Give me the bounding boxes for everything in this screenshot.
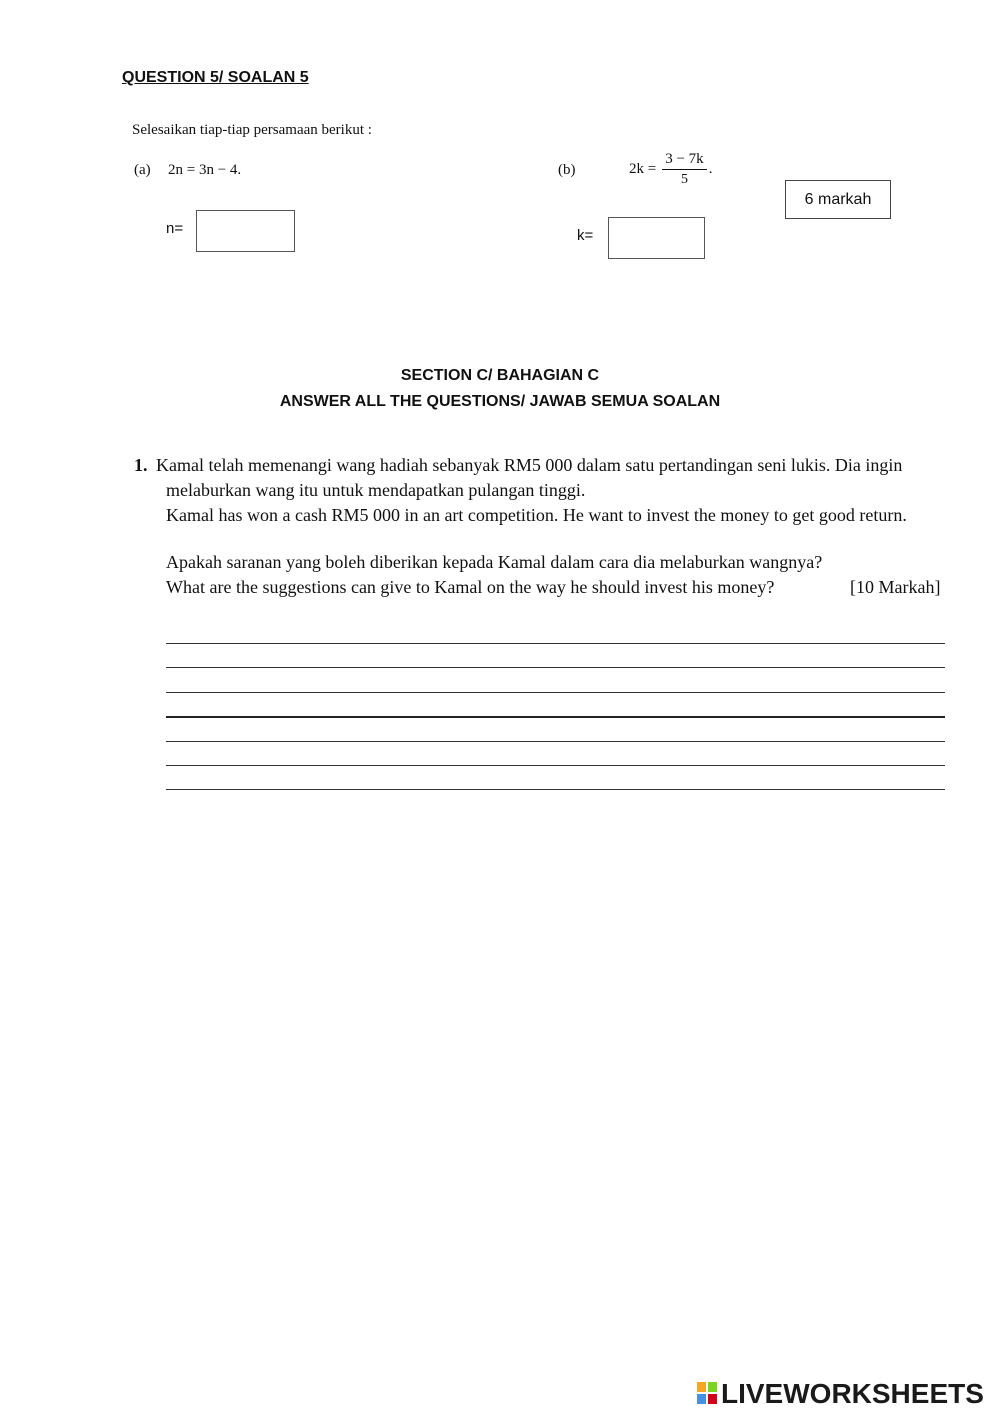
k-answer-input[interactable]	[608, 217, 705, 259]
liveworksheets-logo	[697, 1378, 984, 1410]
question-1-marks: [10 Markah]	[850, 577, 941, 597]
n-answer-label: n=	[166, 220, 184, 237]
part-a-equation: 2n = 3n − 4.	[168, 162, 242, 178]
part-b-lhs: 2k =	[629, 161, 657, 177]
k-answer-label: k=	[577, 227, 594, 244]
part-a-label: (a)	[134, 162, 151, 178]
question-1-english-prompt: What are the suggestions can give to Kamal on the way he should invest his money?	[166, 577, 775, 597]
question-1-malay-prompt: Apakah saranan yang boleh diberikan kepada Kamal dalam cara dia melaburkan wangnya?	[166, 552, 823, 572]
answer-line[interactable]	[166, 643, 945, 644]
liveworksheets-logo-icon	[697, 1382, 719, 1406]
part-b-equation	[629, 151, 712, 188]
section-c-subtitle: ANSWER ALL THE QUESTIONS/ JAWAB SEMUA SOALAN	[279, 393, 721, 410]
logo-square-3	[697, 1394, 706, 1404]
question-5-marks-badge: 6 markah	[785, 180, 891, 219]
logo-square-1	[697, 1382, 706, 1392]
answer-line[interactable]	[166, 667, 945, 668]
n-answer-input[interactable]	[196, 210, 295, 252]
question-1-malay-line-1: Kamal telah memenangi wang hadiah sebanyak RM5 000 dalam satu pertandingan seni lukis. Dia ingin	[156, 455, 903, 475]
question-5-title: QUESTION 5/ SOALAN 5	[122, 69, 309, 86]
part-b-suffix: .	[708, 161, 713, 177]
part-b-numerator: 3 − 7k	[662, 151, 706, 170]
logo-square-2	[708, 1382, 717, 1392]
answer-line[interactable]	[166, 741, 945, 742]
part-b-label: (b)	[558, 162, 576, 178]
question-5-instruction: Selesaikan tiap-tiap persamaan berikut :	[132, 122, 372, 138]
question-1-number: 1.	[134, 455, 148, 475]
answer-line[interactable]	[166, 789, 945, 790]
logo-square-4	[708, 1394, 717, 1404]
part-b-fraction	[662, 151, 706, 188]
section-c-title: SECTION C/ BAHAGIAN C	[400, 367, 600, 384]
question-1-malay-line-2: melaburkan wang itu untuk mendapatkan pulangan tinggi.	[166, 480, 586, 500]
question-1-english-line: Kamal has won a cash RM5 000 in an art competition. He want to invest the money to get good return.	[166, 505, 907, 525]
answer-line[interactable]	[166, 716, 945, 718]
answer-line[interactable]	[166, 692, 945, 693]
answer-line[interactable]	[166, 765, 945, 766]
liveworksheets-brand-text: LIVEWORKSHEETS	[721, 1378, 984, 1409]
part-b-denominator: 5	[680, 172, 688, 187]
